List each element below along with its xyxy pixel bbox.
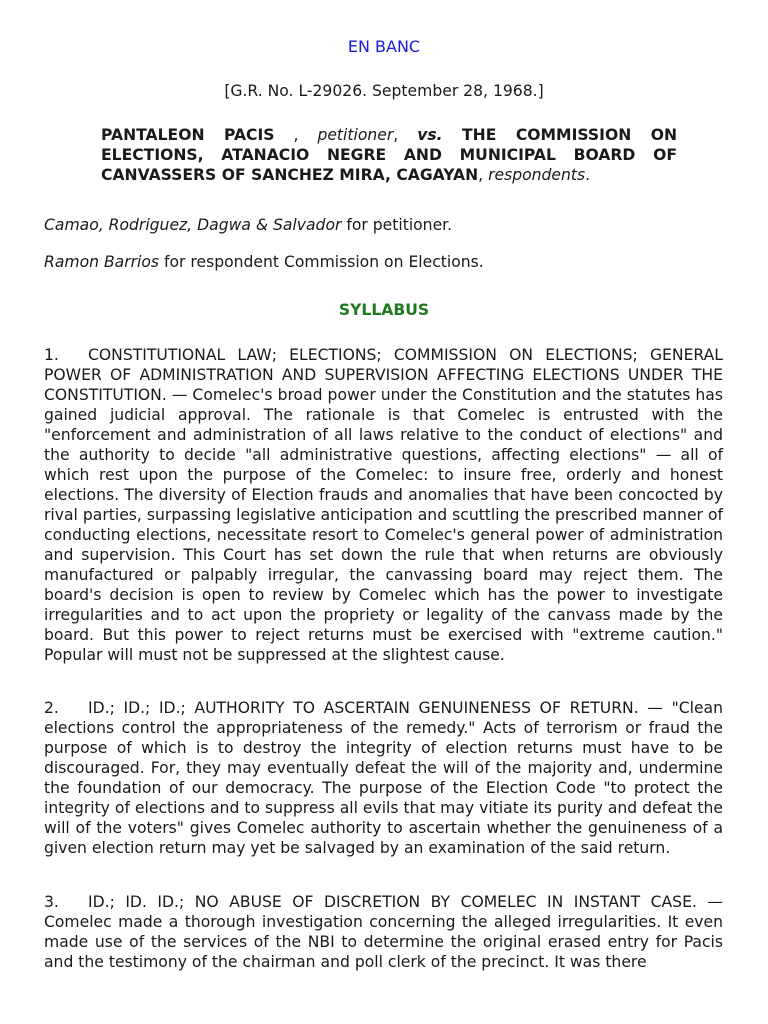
versus: vs.: [417, 126, 443, 144]
case-parties: [101, 125, 677, 185]
counsel-text: for respondent Commission on Elections.: [159, 253, 484, 271]
separator: ,: [478, 166, 489, 184]
item-text: ID.; ID.; ID.; AUTHORITY TO ASCERTAIN GENUINENESS OF RETURN. — "Clean elections control the appropriateness of the remedy." Acts of terrorism or fraud the purpose of which is to destroy the integrity of election returns must have to be discouraged. For, they may eventually defeat the will of the majority and, undermine the foundation of our democracy. The purpose of the Election Code "to protect the integrity of elections and to suppress all evils that may vitiate its purity and defeat the will of the voters" gives Comelec authority to ascertain whether the genuineness of a given election return may yet be salvaged by an examination of the said return.: [44, 699, 723, 857]
respondents-role: respondents: [488, 166, 586, 184]
counsel-text: for petitioner.: [341, 216, 453, 234]
syllabus-heading: SYLLABUS: [338, 301, 430, 319]
item-text: CONSTITUTIONAL LAW; ELECTIONS; COMMISSION ON ELECTIONS; GENERAL POWER OF ADMINISTRATION AND SUPERVISION AFFECTING ELECTIONS UNDER THE CONSTITUTION. — Comelec's broad power under the Constitution and the statutes has gained judicial approval. The rationale is that Comelec is entrusted with the "enforcement and administration of all laws relative to the conduct of elections" and the authority to decide "all administrative questions, affecting elections" — all of which rest upon the purpose of the Comelec: to insure free, orderly and honest elections. The diversity of Election frauds and anomalies that have been concocted by rival parties, surpassing legislative anticipation and scuttling the prescribed manner of conducting elections, necessitate resort to Comelec's general power of administration and supervision. This Court has set down the rule that when returns are obviously manufactured or palpably irregular, the canvassing board may reject them. The board's decision is open to review by Comelec which has the power to investigate irregularities and to act upon the propriety or legality of the canvass made by the board. But this power to reject returns must be exercised with "extreme caution." Popular will must not be suppressed at the slightest cause.: [44, 346, 723, 664]
counsel-name: Camao, Rodriguez, Dagwa & Salvador: [44, 216, 342, 234]
syllabus-item: [44, 892, 723, 972]
syllabus-item: [44, 698, 723, 858]
item-number: 2.: [44, 699, 59, 717]
counsel-petitioner: [44, 215, 724, 235]
item-text: ID.; ID. ID.; NO ABUSE OF DISCRETION BY COMELEC IN INSTANT CASE. — Comelec made a thorough investigation concerning the alleged irregularities. It even made use of the services of the NBI to determine the original erased entry for Pacis and the testimony of the chairman and poll clerk of the precinct. It was there: [44, 893, 723, 971]
respondents-names: THE COMMISSION ON ELECTIONS, ATANACIO NEGRE AND MUNICIPAL BOARD OF CANVASSERS OF SANCHEZ MIRA, CAGAYAN: [101, 126, 678, 184]
item-number: 3.: [44, 893, 59, 911]
separator: ,: [274, 126, 318, 144]
period: .: [585, 166, 591, 184]
petitioner-role: petitioner: [317, 126, 394, 144]
counsel-name: Ramon Barrios: [44, 253, 160, 271]
counsel-respondent: [44, 252, 724, 272]
separator: ,: [393, 126, 418, 144]
syllabus-item: [44, 345, 723, 665]
petitioner-name: PANTALEON PACIS: [101, 126, 275, 144]
case-number: [G.R. No. L-29026. September 28, 1968.]: [224, 82, 544, 100]
item-number: 1.: [44, 346, 59, 364]
court-division: EN BANC: [347, 37, 421, 56]
